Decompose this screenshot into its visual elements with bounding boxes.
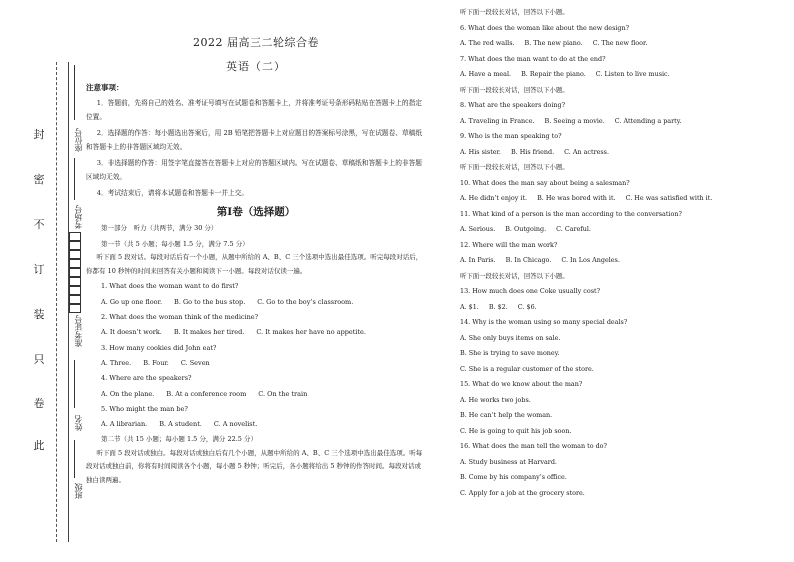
question-options (86, 296, 426, 309)
question-options (460, 114, 780, 130)
option: C. Go to the boy’s classroom. (257, 297, 354, 306)
seat-number-blank (74, 65, 75, 120)
dashed-cut-line (56, 62, 57, 542)
question-options (86, 388, 426, 401)
question-options (460, 253, 780, 269)
subsection-heading: 第一节（共 5 小题；每小题 1.5 分，满分 7.5 分） (101, 239, 249, 248)
option: C. He was satisfied with it. (625, 194, 713, 202)
notice-item: 2．选择题的作答：每小题选出答案后，用 2B 铅笔把答题卡上对应题目的答案标号涂黑，写在试题卷、草稿纸和答题卡上的非答题区域均无效。 (86, 128, 423, 151)
question-text: 5. Who might the man be? (101, 404, 188, 413)
question-text: 15. What do we know about the man? (460, 380, 583, 388)
name-label: 姓名 (74, 415, 83, 431)
seat-number-label: 座位号 (74, 128, 83, 152)
question-options (460, 191, 780, 207)
option: A. Have a meal. (460, 70, 512, 78)
option-line: A. He works two jobs. (460, 395, 531, 404)
question-text: 6. What does the woman like about the new design? (460, 23, 630, 32)
option: A. Serious. (460, 225, 496, 233)
exam-room-blank (74, 158, 75, 200)
question-text: 10. What does the man say about being a salesman? (460, 178, 630, 187)
option: B. Outgoing. (505, 225, 547, 233)
question-options (86, 326, 426, 339)
option: A. On the plane. (101, 389, 155, 398)
option-line: B. She is trying to save money. (460, 349, 560, 357)
option: C. $6. (517, 302, 537, 311)
exam-id-label: 准考证号 (74, 315, 83, 347)
option: B. It makes her tired. (173, 328, 245, 337)
option-line: B. He can’t help the woman. (460, 411, 553, 419)
exam-room-label: 考场号 (74, 205, 83, 229)
exam-id-box (69, 241, 81, 250)
option: A. Go up one floor. (101, 297, 163, 306)
seal-char: 此 (33, 439, 45, 452)
question-text: 3. How many cookies did John eat? (101, 343, 217, 352)
exam-subtitle: 英语（二） (226, 60, 286, 74)
binding-margin (0, 0, 90, 562)
option: C. Attending a party. (614, 116, 682, 125)
question-options (460, 67, 780, 83)
option: A. He didn’t enjoy it. (460, 194, 528, 202)
option: B. He was bored with it. (537, 194, 616, 202)
option-line: A. She only buys items on sale. (460, 333, 561, 342)
seal-char: 密 (33, 173, 45, 186)
option: A. In Paris. (460, 256, 496, 264)
dialogue-heading: 听下面一段较长对话，回答以下小题。 (460, 163, 569, 171)
seal-char: 订 (33, 263, 45, 276)
question-text: 11. What kind of a person is the man according to the conversation? (460, 209, 682, 218)
option: B. A student. (159, 420, 202, 429)
option: B. Four. (143, 358, 169, 367)
left-column (86, 30, 426, 488)
question-text: 16. What does the man tell the woman to do? (460, 442, 607, 450)
seal-char: 封 (33, 128, 45, 141)
question-options (460, 145, 780, 161)
option: B. Repair the piano. (521, 70, 586, 78)
option: B. In Chicago. (505, 256, 552, 264)
name-blank (74, 360, 75, 408)
exam-id-box (69, 232, 81, 241)
exam-id-box (69, 277, 81, 286)
question-options (86, 418, 426, 431)
question-options (86, 357, 426, 370)
instructions: 听下面 5 段对话或独白。每段对话或独白后有几个小题，从题中所给的 A、B、C 三个选项中选出最佳选项。听每段对话或独白前，你将有时间阅读各个小题，每小题 5 秒钟；听完后，各小题将给出 5 秒钟的作答时间。每段对话或独白读两遍。 (86, 448, 423, 485)
notice-item: 1．答题前，先将自己的姓名、准考证号填写在试题卷和答题卡上，并将准考证号条形码粘贴在答题卡上的指定位置。 (86, 98, 422, 121)
option: A. The red walls. (460, 39, 515, 47)
option: A. Three. (101, 358, 132, 367)
subsection-heading: 第二节（共 15 小题；每小题 1.5 分，满分 22.5 分） (101, 435, 257, 444)
seal-char: 不 (33, 218, 45, 231)
option: B. At a conference room (166, 389, 247, 398)
option-line: B. Come by his company’s office. (460, 473, 567, 481)
question-options (460, 300, 780, 316)
option: C. It makes her have no appetite. (256, 328, 366, 337)
option: B. The new piano. (524, 39, 583, 47)
option-line: C. Apply for a job at the grocery store. (460, 488, 585, 497)
option: B. $2. (488, 302, 508, 311)
notice-item: 4．考试结束后，请将本试题卷和答题卡一并上交。 (96, 189, 249, 198)
question-text: 2. What does the woman think of the medicine? (101, 312, 259, 321)
question-text: 7. What does the man want to do at the end? (460, 54, 606, 63)
exam-id-box (69, 250, 81, 259)
question-options (460, 222, 780, 238)
class-blank (74, 440, 75, 478)
exam-id-box (69, 295, 81, 304)
exam-title: 2022 届高三二轮综合卷 (193, 36, 319, 49)
exam-id-box (69, 268, 81, 277)
option: A. A librarian. (101, 420, 148, 429)
seal-char: 卷 (33, 397, 45, 410)
option: B. Go to the bus stop. (174, 297, 246, 306)
option: B. Seeing a movie. (544, 116, 605, 125)
option-line: C. She is a regular customer of the store. (460, 364, 594, 373)
option: C. On the train (258, 389, 308, 398)
notice-heading: 注意事项： (86, 83, 124, 93)
option: A. His sister. (460, 147, 501, 156)
part-title: 第Ⅰ卷（选择题） (216, 206, 296, 219)
question-text: 9. Who is the man speaking to? (460, 132, 562, 140)
class-label: 班级 (74, 483, 83, 499)
question-text: 14. Why is the woman using so many special deals? (460, 318, 628, 326)
right-column (460, 5, 780, 501)
seal-char: 只 (33, 353, 45, 366)
option: C. In Los Angeles. (561, 256, 620, 264)
option: B. His friend. (510, 147, 555, 156)
option: A. $1. (460, 302, 479, 311)
dialogue-heading: 听下面一段较长对话，回答以下小题。 (460, 8, 569, 16)
question-text: 1. What does the woman want to do first? (101, 282, 239, 291)
option: C. An actress. (564, 147, 609, 156)
exam-id-box (69, 286, 81, 295)
option: C. The new floor. (592, 39, 648, 47)
seal-char: 装 (33, 308, 45, 321)
option: C. Careful. (556, 225, 591, 233)
option: C. A novelist. (213, 420, 258, 429)
exam-id-box (69, 259, 81, 268)
question-text: 8. What are the speakers doing? (460, 101, 565, 109)
option: A. It doesn’t work. (101, 328, 162, 337)
section-heading: 第一部分 听力（共两节，满分 30 分） (101, 224, 218, 233)
dialogue-heading: 听下面一段较长对话，回答以下小题。 (460, 85, 569, 94)
option: C. Listen to live music. (595, 70, 670, 78)
exam-id-box (69, 304, 81, 313)
option: A. Traveling in France. (460, 116, 535, 125)
option-line: A. Study business at Harvard. (460, 457, 557, 466)
question-text: 12. Where will the man work? (460, 240, 558, 249)
dialogue-heading: 听下面一段较长对话，回答以下小题。 (460, 271, 569, 280)
question-text: 13. How much does one Coke usually cost? (460, 287, 601, 295)
option-line: C. He is going to quit his job soon. (460, 426, 572, 435)
notice-item: 3．非选择题的作答：用签字笔直接答在答题卡上对应的答题区域内。写在试题卷、草稿纸和答题卡上的非答题区域均无效。 (86, 158, 422, 182)
question-options (460, 36, 780, 52)
instructions: 听下面 5 段对话。每段对话后有一个小题，从题中所给的 A、B、C 三个选项中选出最佳选项。听完每段对话后，你都有 10 秒钟的时间来回答有关小题和阅读下一小题。每段对话仅读一遍。 (86, 253, 423, 275)
question-text: 4. Where are the speakers? (101, 374, 192, 383)
option: C. Seven (180, 358, 210, 367)
